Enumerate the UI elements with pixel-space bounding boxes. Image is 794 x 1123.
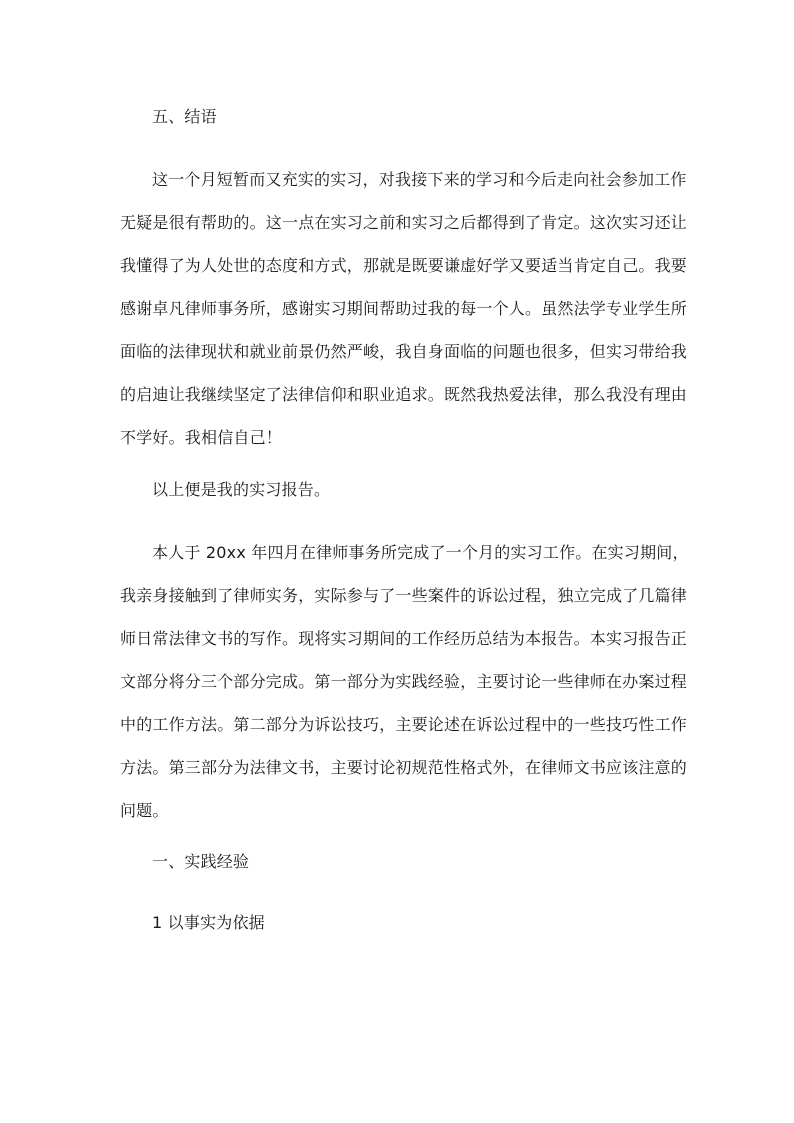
paragraph-line: 文部分将分三个部分完成。第一部分为实践经验，主要讨论一些律师在办案过程 bbox=[120, 672, 688, 691]
paragraph-line: 感谢卓凡律师事务所，感谢实习期间帮助过我的每一个人。虽然法学专业学生所 bbox=[120, 299, 688, 318]
paragraph-line: 中的工作方法。第二部分为诉讼技巧，主要论述在诉讼过程中的一些技巧性工作 bbox=[120, 715, 688, 734]
section-heading-conclusion bbox=[120, 101, 676, 133]
heading-text: 五、结语 bbox=[152, 107, 217, 126]
paragraph-line: 这一个月短暂而又充实的实习，对我接下来的学习和今后走向社会参加工作 bbox=[152, 170, 687, 189]
part-one-heading bbox=[120, 846, 676, 878]
conclusion-paragraph bbox=[120, 164, 688, 454]
paragraph-line: 本人于 20xx 年四月在律师事务所完成了一个月的实习工作。在实习期间， bbox=[152, 543, 689, 562]
subheading-text: 1 以事实为依据 bbox=[152, 913, 265, 932]
paragraph-line: 方法。第三部分为法律文书，主要讨论初规范性格式外，在律师文书应该注意的 bbox=[120, 758, 688, 777]
paragraph-line: 不学好。我相信自己！ bbox=[120, 428, 283, 447]
paragraph-line: 以上便是我的实习报告。 bbox=[152, 480, 331, 499]
paragraph-line: 我亲身接触到了律师实务，实际参与了一些案件的诉讼过程，独立完成了几篇律 bbox=[120, 586, 688, 605]
paragraph-line: 的启迪让我继续坚定了法律信仰和职业追求。既然我热爱法律，那么我没有理由 bbox=[120, 385, 688, 404]
paragraph-line: 面临的法律现状和就业前景仍然严峻，我自身面临的问题也很多，但实习带给我 bbox=[120, 342, 688, 361]
subheading-1 bbox=[120, 907, 676, 939]
paragraph-line: 问题。 bbox=[120, 801, 169, 820]
closing-line bbox=[120, 474, 676, 506]
paragraph-line: 我懂得了为人处世的态度和方式，那就是既要谦虚好学又要适当肯定自己。我要 bbox=[120, 256, 688, 275]
intro-paragraph bbox=[120, 537, 689, 827]
paragraph-line: 师日常法律文书的写作。现将实习期间的工作经历总结为本报告。本实习报告正 bbox=[120, 629, 688, 648]
paragraph-line: 无疑是很有帮助的。这一点在实习之前和实习之后都得到了肯定。这次实习还让 bbox=[120, 213, 688, 232]
heading-text: 一、实践经验 bbox=[152, 852, 250, 871]
